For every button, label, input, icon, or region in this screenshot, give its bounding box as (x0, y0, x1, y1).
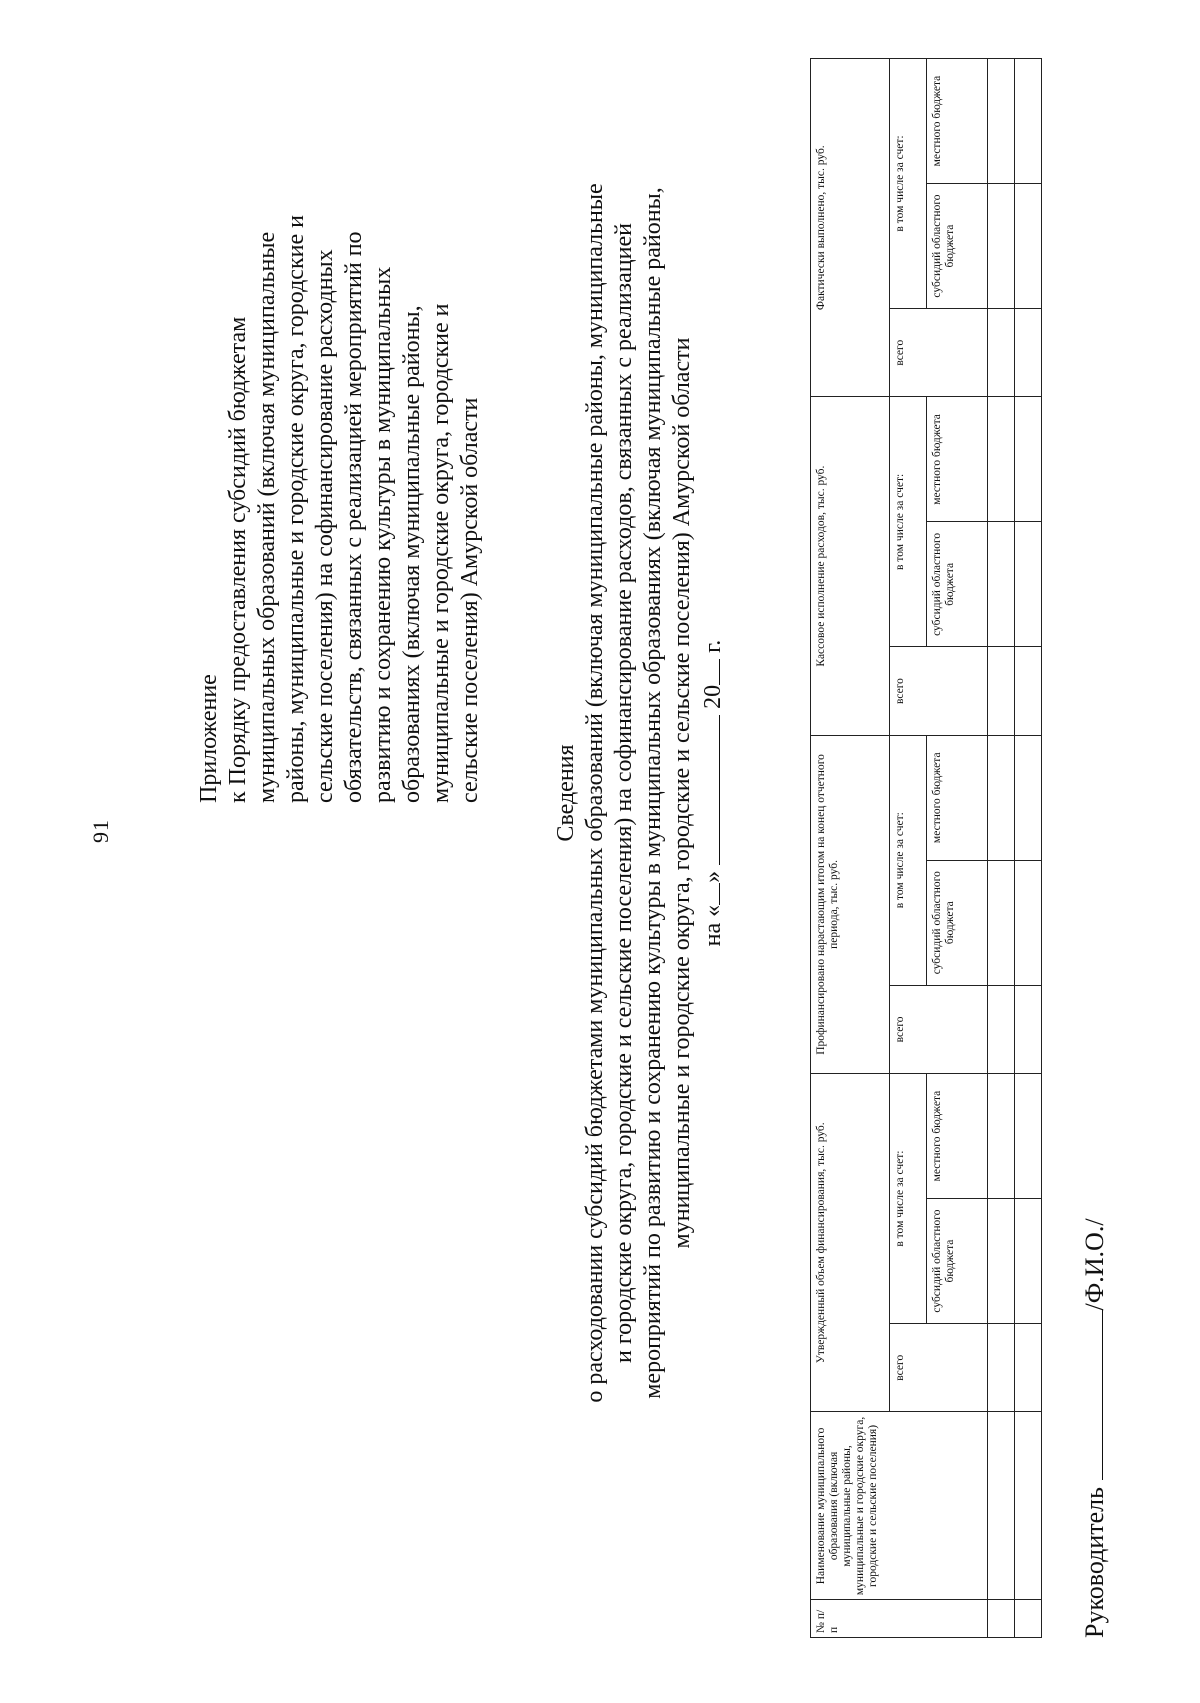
header-approved-volume: Утвержденный объем финансирования, тыс. руб. (811, 1074, 890, 1412)
header-municipality-name: Наименование муниципального образования (включая муниципальные районы, муниципальные и городские округа, городские и сельские поселения) (811, 1412, 988, 1600)
header-total: всего (890, 985, 988, 1073)
report-title-line: муниципальные и городские округа, городские и сельские поселения) Амурской области (669, 337, 695, 1249)
signature-label: Руководитель (1080, 1487, 1109, 1638)
appendix-line: Приложение (196, 674, 222, 803)
table-cell[interactable] (1015, 522, 1042, 647)
appendix-line: образованиях (включая муниципальные районы, (399, 305, 425, 803)
appendix-line: районы, муниципальные и городские округа, городские и (283, 215, 309, 803)
appendix-line: обязательств, связанных с реализацией мероприятий по (341, 231, 367, 803)
table-cell[interactable] (1015, 1074, 1042, 1199)
table-cell[interactable] (1015, 1412, 1042, 1600)
appendix-line: сельские поселения) на софинансирование расходных (312, 249, 338, 803)
report-title-line: мероприятий по развитию и сохранению культуры в муниципальных образованиях (включая муниципальные районы, (640, 187, 666, 1399)
header-regional-subsidy: субсидий областного бюджета (927, 184, 988, 309)
report-title-line: о расходовании субсидий бюджетами муниципальных образований (включая муниципальные районы, муниципальные (582, 183, 608, 1403)
header-financed-cumulative: Профинансировано нарастающим итогом на конец отчетного периода, тыс. руб. (811, 735, 890, 1073)
table-cell[interactable] (988, 522, 1015, 647)
document-page (0, 3, 1200, 1703)
table-cell[interactable] (988, 1074, 1015, 1199)
header-including: в том числе за счет: (890, 397, 927, 647)
table-cell[interactable] (1015, 184, 1042, 309)
date-prefix: на « (700, 904, 726, 947)
header-including: в том числе за счет: (890, 59, 927, 309)
table-cell[interactable] (988, 1412, 1015, 1600)
day-blank[interactable] (699, 883, 720, 905)
signature-blank[interactable] (1080, 1311, 1103, 1481)
table-cell[interactable] (988, 184, 1015, 309)
date-year-prefix: 20 (700, 684, 726, 709)
table-cell[interactable] (988, 647, 1015, 735)
appendix-line: муниципальных образований (включая муниципальные (254, 231, 280, 803)
header-total: всего (890, 647, 988, 735)
header-total: всего (890, 1324, 988, 1412)
header-regional-subsidy: субсидий областного бюджета (927, 860, 988, 985)
signature-line (1080, 1218, 1110, 1638)
table-header-row (811, 59, 890, 1638)
report-table (810, 58, 1042, 1638)
report-title-block (552, 63, 728, 1523)
table-cell[interactable] (1015, 985, 1042, 1073)
table-cell[interactable] (988, 735, 1015, 860)
header-local-budget: местного бюджета (927, 397, 988, 522)
table-cell[interactable] (1015, 59, 1042, 184)
appendix-line: развитию и сохранению культуры в муниципальных (370, 266, 396, 803)
table-cell[interactable] (988, 860, 1015, 985)
header-local-budget: местного бюджета (927, 735, 988, 860)
appendix-block (195, 103, 485, 803)
month-blank[interactable] (699, 715, 720, 865)
header-local-budget: местного бюджета (927, 1074, 988, 1199)
header-actually-completed: Фактически выполнено, тыс. руб. (811, 59, 890, 397)
table-cell[interactable] (1015, 1324, 1042, 1412)
table-cell[interactable] (1015, 397, 1042, 522)
header-including: в том числе за счет: (890, 735, 927, 985)
year-blank[interactable] (699, 659, 720, 685)
table-cell[interactable] (988, 1324, 1015, 1412)
page-number: 91 (88, 819, 113, 843)
header-cash-execution: Кассовое исполнение расходов, тыс. руб. (811, 397, 890, 735)
header-regional-subsidy: субсидий областного бюджета (927, 522, 988, 647)
table-cell[interactable] (988, 1600, 1015, 1638)
table-cell[interactable] (1015, 308, 1042, 396)
appendix-line: муниципальные и городские округа, городские и (428, 303, 454, 803)
table-row (1015, 59, 1042, 1638)
date-suffix: г. (700, 639, 726, 653)
table-cell[interactable] (988, 985, 1015, 1073)
table-cell[interactable] (988, 1199, 1015, 1324)
table-cell[interactable] (1015, 647, 1042, 735)
table-header-row (890, 59, 927, 1638)
table-cell[interactable] (988, 308, 1015, 396)
table-cell[interactable] (1015, 860, 1042, 985)
appendix-line: к Порядку предоставления субсидий бюджетам (225, 316, 251, 803)
header-including: в том числе за счет: (890, 1074, 927, 1324)
header-regional-subsidy: субсидий областного бюджета (927, 1199, 988, 1324)
header-number: № п/п (811, 1600, 988, 1638)
report-title-line: и городские округа, городские и сельские поселения) на софинансирование расходов, связанных с реализацией (611, 223, 637, 1363)
appendix-line: сельские поселения) Амурской области (457, 397, 483, 803)
table-row (988, 59, 1015, 1638)
date-mid: » (700, 870, 726, 883)
table-cell[interactable] (988, 397, 1015, 522)
signature-name: /Ф.И.О./ (1080, 1218, 1109, 1311)
table-cell[interactable] (1015, 735, 1042, 860)
table-cell[interactable] (988, 59, 1015, 184)
report-heading: Сведения (553, 744, 579, 842)
table-cell[interactable] (1015, 1600, 1042, 1638)
table-cell[interactable] (1015, 1199, 1042, 1324)
header-total: всего (890, 308, 988, 396)
report-date-line (699, 63, 728, 1523)
header-local-budget: местного бюджета (927, 59, 988, 184)
